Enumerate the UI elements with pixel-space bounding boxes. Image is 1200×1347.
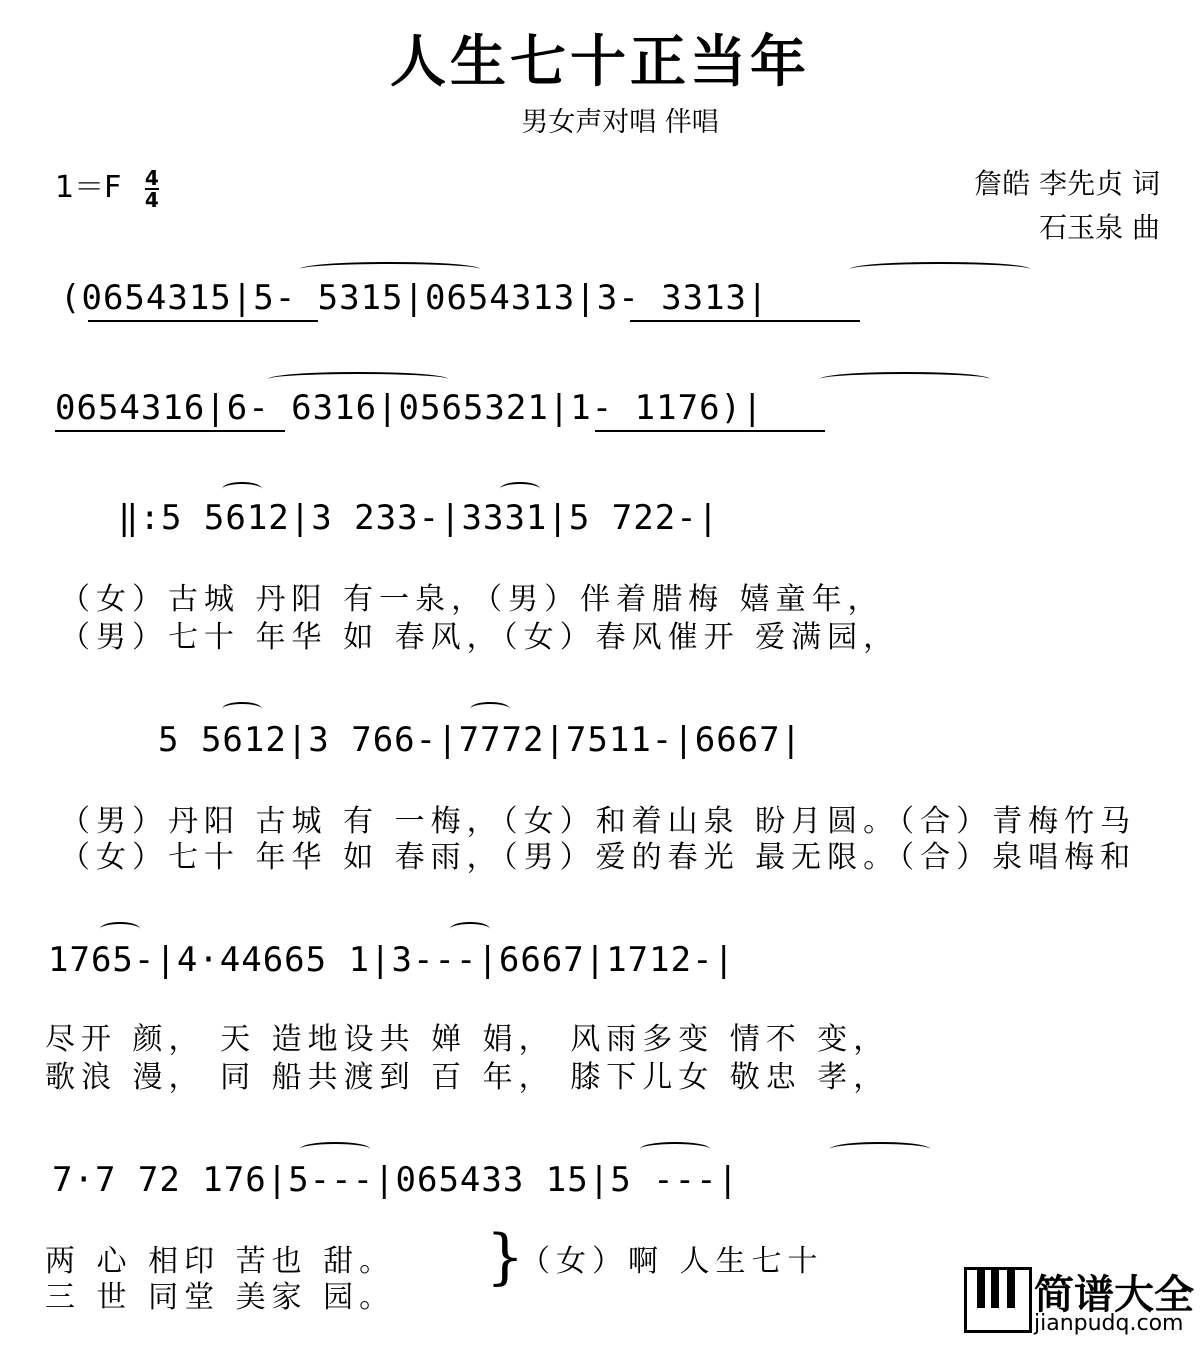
composer-credit: 石玉泉 曲 — [1039, 211, 1160, 244]
tie-arc — [222, 702, 262, 716]
tie-arc — [268, 372, 448, 386]
lyric-verse3-line2: 歌浪 漫， 同 船共渡到 百 年， 膝下儿女 敬忠 孝， — [45, 1060, 890, 1095]
beam-line — [630, 320, 860, 322]
tie-arc — [300, 1142, 370, 1156]
lyric-verse4-line2: 三 世 同堂 美家 园。 — [45, 1280, 396, 1315]
notation-row-4: 5 5612|3 766-|7772|7511-|6667| — [158, 720, 803, 760]
tie-arc — [820, 372, 990, 386]
time-signature — [144, 165, 159, 212]
lyricist-credit: 詹皓 李先贞 词 — [974, 167, 1160, 200]
tie-arc — [830, 1142, 930, 1156]
time-top: 4 — [144, 165, 159, 190]
lyric-verse1-line1: （女）古城 丹阳 有一泉，（男）伴着腊梅 嬉童年， — [60, 582, 884, 617]
subtitle: 男女声对唱 伴唱 — [521, 107, 719, 138]
key-signature — [55, 162, 159, 210]
site-logo — [964, 1259, 1194, 1339]
lyric-verse4-line1: 两 心 相印 苦也 甜。 — [45, 1244, 396, 1279]
lyric-verse2-line2: （女）七十 年华 如 春雨，（男）爱的春光 最无限。（合）泉唱梅和 — [60, 840, 1137, 875]
notation-row-3: ‖:5 5612|3 233-|3331|5 722-| — [118, 498, 720, 538]
brace-bracket: } — [486, 1222, 525, 1292]
beam-line — [55, 430, 285, 432]
piano-keys-icon — [964, 1267, 1032, 1333]
beam-line — [595, 430, 825, 432]
tie-arc — [300, 262, 480, 276]
tie-arc — [850, 262, 1030, 276]
tie-arc — [470, 702, 510, 716]
notation-row-6: 7·7 72 176|5---|065433 15|5 ---| — [52, 1160, 740, 1200]
time-bottom: 4 — [144, 187, 159, 212]
key-label: 1＝F — [55, 170, 122, 205]
notation-row-5: 1765-|4·44665 1|3---|6667|1712-| — [48, 940, 736, 980]
tie-arc — [450, 922, 490, 936]
logo-url: jianpudq.com — [1034, 1311, 1184, 1336]
tie-arc — [222, 482, 262, 496]
lyric-verse1-line2: （男）七十 年华 如 春风，（女）春风催开 爱满园， — [60, 620, 900, 655]
page-title: 人生七十正当年 — [390, 29, 810, 95]
logo-name: 简谱大全 — [1034, 1272, 1194, 1318]
tie-arc — [640, 1142, 710, 1156]
lyric-verse3-line1: 尽开 颜， 天 造地设共 婵 娟， 风雨多变 情不 变， — [45, 1022, 890, 1057]
lyric-verse2-line1: （男）丹阳 古城 有 一梅，（女）和着山泉 盼月圆。（合）青梅竹马 — [60, 804, 1137, 839]
beam-line — [88, 320, 318, 322]
notation-row-2: 0654316|6- 6316|0565321|1- 1176)| — [55, 388, 764, 428]
lyric-tail: （女）啊 人生七十 — [520, 1244, 824, 1279]
tie-arc — [500, 482, 540, 496]
notation-row-1: (0654315|5- 5315|0654313|3- 3313| — [60, 278, 769, 318]
tie-arc — [100, 922, 140, 936]
